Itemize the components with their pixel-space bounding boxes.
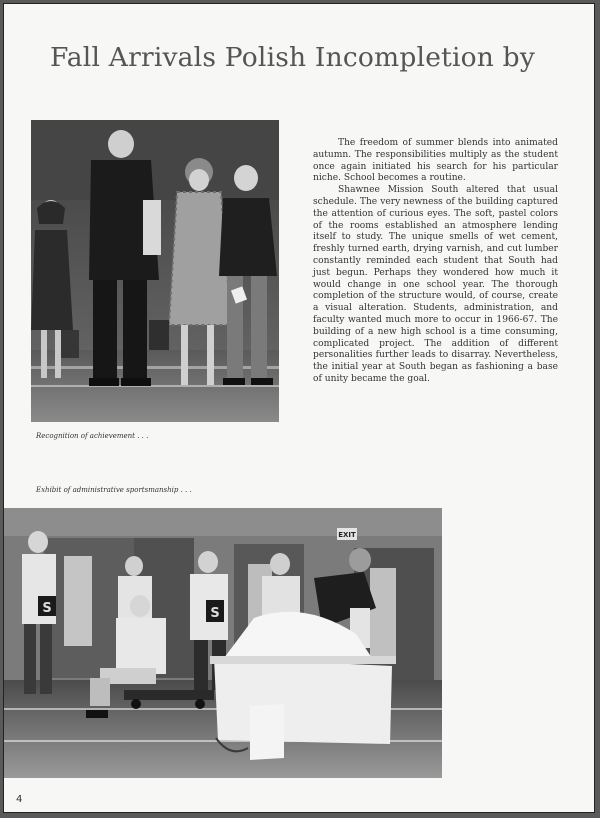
letter-s-sign: S xyxy=(42,601,52,616)
letter-s-sign: S xyxy=(210,606,220,621)
yearbook-page xyxy=(3,3,595,813)
article-paragraph: Shawnee Mission South altered that usual schedule. The very newness of the building captured the attention of curious eyes. The soft, pastel colors of the rooms established an atmosphere lending itself to study. The unique smells of wet cement, freshly turned earth, drying varnish, and cut lumber constantly reminded each student that South had just begun. Perhaps they wondered how much it would change in one school year. The thorough completion of the structure would, of course, create a visual alteration. Students, administration, and faculty wanted much more to occur in 1966-67. The building of a new high school is a time consuming, complicated project. The addition of different personalities further leads to disarray. Nevertheless, the initial year at South began as fashioning a base of unity became the goal. xyxy=(313,185,558,384)
article-paragraph: The freedom of summer blends into animated autumn. The responsibilities multiply as the student once again initiated his search for his particular niche. School becomes a routine. xyxy=(313,138,558,184)
gym-sportsmanship-photo xyxy=(4,508,442,778)
article-body xyxy=(313,138,558,386)
gym-sportsmanship-illustration xyxy=(4,508,442,778)
award-ceremony-illustration xyxy=(31,120,279,422)
award-ceremony-photo xyxy=(31,120,279,422)
page-number: 4 xyxy=(16,794,23,805)
exit-sign: EXIT xyxy=(338,531,356,539)
page-title: Fall Arrivals Polish Incompletion by xyxy=(50,42,536,73)
top-photo-caption: Recognition of achievement . . . xyxy=(36,432,149,440)
bottom-photo-caption: Exhibit of administrative sportsmanship . . . xyxy=(36,486,192,494)
